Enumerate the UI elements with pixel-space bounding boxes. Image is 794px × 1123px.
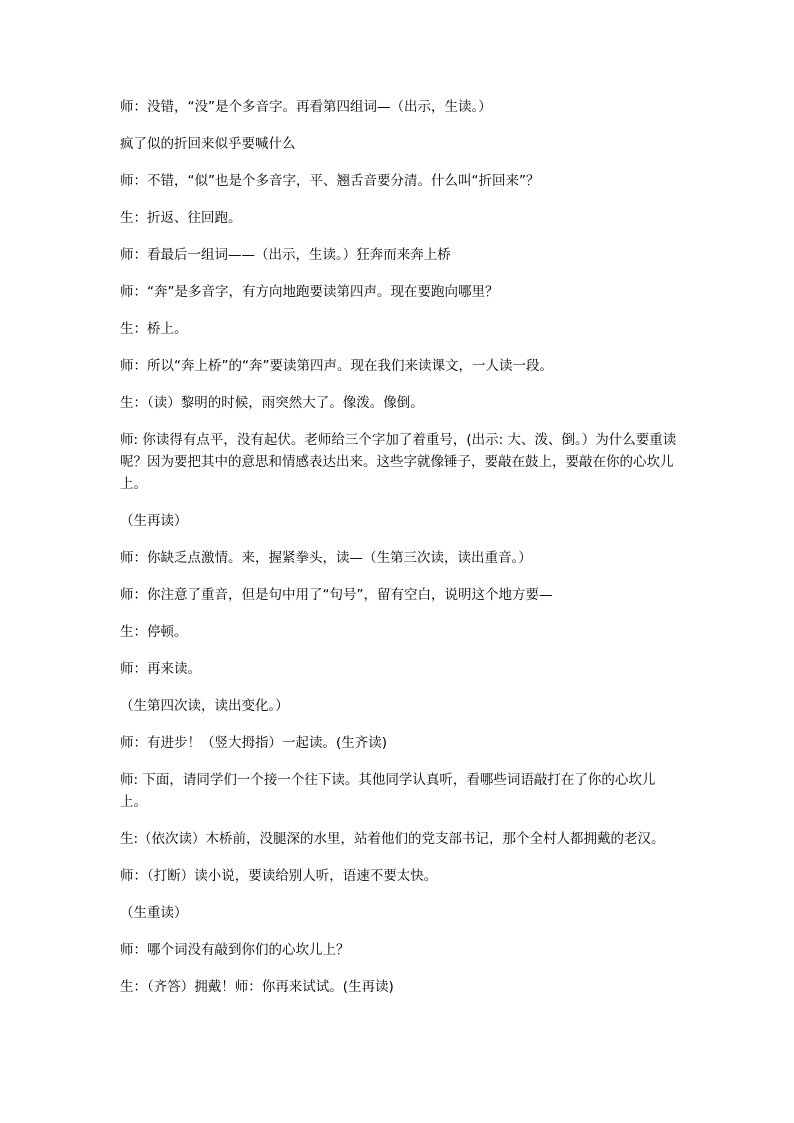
paragraph-4: 生：折返、往回跑。 bbox=[120, 210, 242, 226]
paragraph-1: 师：没错，“没”是个多音字。再看第四组词—（出示，生读。） bbox=[120, 99, 492, 115]
paragraph-3: 师：不错，“似”也是个多音字，平、翘舌音要分清。什么叫“折回来”？ bbox=[120, 173, 540, 189]
paragraph-21: （生重读） bbox=[120, 905, 188, 921]
paragraph-19: 生:（依次读）木桥前，没腿深的水里，站着他们的党支部书记，那个全村人都拥戴的老汉。 bbox=[120, 831, 665, 847]
paragraph-13: 师：你注意了重音，但是句中用了“句号”，留有空白，说明这个地方要— bbox=[120, 587, 553, 603]
document-body bbox=[120, 96, 680, 1013]
paragraph-17: 师：有进步！（竖大拇指）一起读。(生齐读) bbox=[120, 735, 388, 751]
paragraph-5: 师：看最后一组词——（出示，生读。）狂奔而来奔上桥 bbox=[120, 247, 451, 263]
paragraph-6: 师：“奔”是多音字，有方向地跑要读第四声。现在要跑向哪里？ bbox=[120, 284, 499, 300]
paragraph-2: 疯了似的折回来似乎要喊什么 bbox=[120, 136, 296, 152]
paragraph-14: 生：停顿。 bbox=[120, 624, 188, 640]
paragraph-10: 师: 你读得有点平，没有起伏。老师给三个字加了着重号，(出示: 大、泼、倒。）为什么要重读呢？因为要把其中的意思和情感表达出来。这些字就像锤子，要敲在鼓上，要敲在你的心坎儿上。 bbox=[120, 432, 677, 492]
paragraph-18: 师: 下面，请同学们一个接一个往下读。其他同学认真听，看哪些词语敲打在了你的心坎儿上。 bbox=[120, 772, 656, 810]
paragraph-16: （生第四次读，读出变化。） bbox=[120, 698, 289, 714]
paragraph-7: 生：桥上。 bbox=[120, 321, 188, 337]
paragraph-9: 生：（读）黎明的时候，雨突然大了。像泼。像倒。 bbox=[120, 395, 424, 411]
paragraph-15: 师：再来读。 bbox=[120, 661, 201, 677]
paragraph-23: 生：（齐答）拥戴！师：你再来试试。(生再读) bbox=[120, 979, 394, 995]
paragraph-22: 师：哪个词没有敲到你们的心坎儿上？ bbox=[120, 942, 350, 958]
paragraph-20: 师：（打断）读小说，要读给别人听，语速不要太快。 bbox=[120, 868, 438, 884]
paragraph-8: 师：所以“奔上桥”的“奔”要读第四声。现在我们来读课文，一人读一段。 bbox=[120, 358, 553, 374]
paragraph-12: 师：你缺乏点激情。来，握紧拳头，读—（生第三次读，读出重音。） bbox=[120, 550, 532, 566]
paragraph-11: （生再读） bbox=[120, 513, 188, 529]
